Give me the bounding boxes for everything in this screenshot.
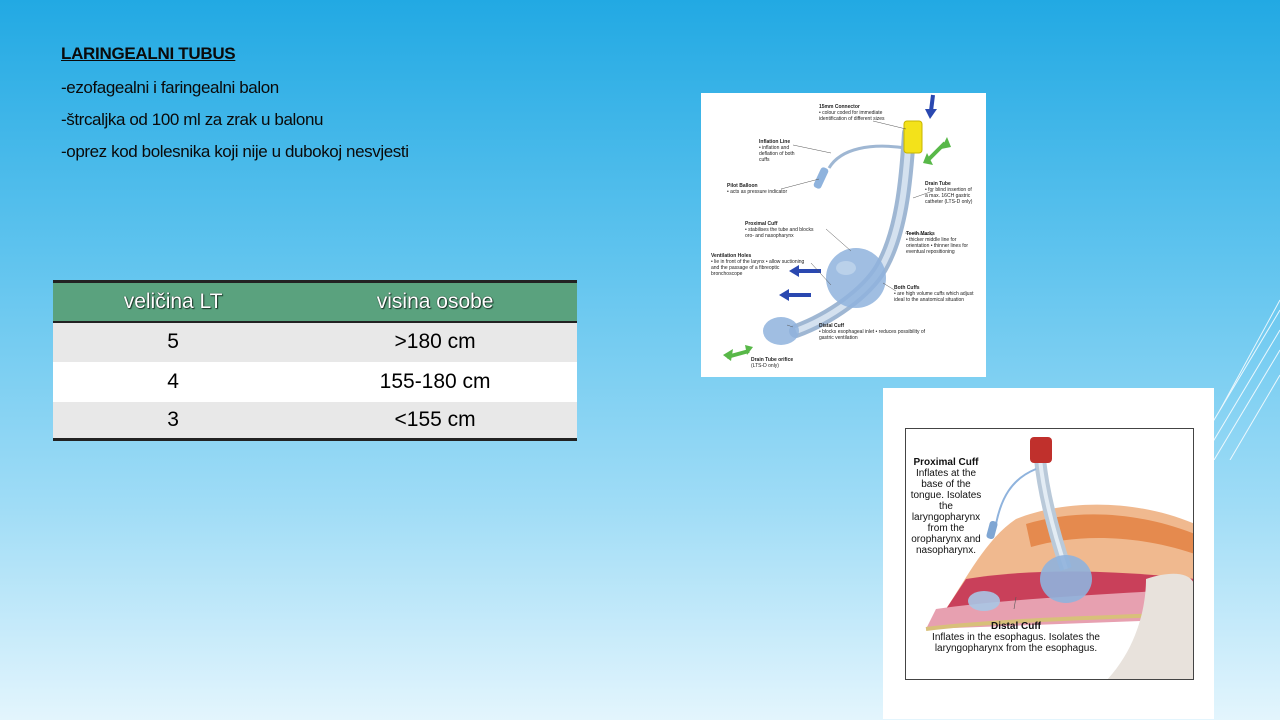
label-teeth-title: Teeth Marks: [906, 231, 935, 237]
label-inflation-text: • inflation and deflation of both cuffs: [759, 145, 795, 163]
bullet-3: -oprez kod bolesnika koji nije u dubokoj nesvjesti: [61, 142, 409, 161]
cell-height: 155-180 cm: [293, 362, 577, 402]
distal-cuff-title: Distal Cuff: [991, 621, 1041, 632]
label-orifice: [751, 357, 811, 369]
label-both-text: • are high volume cuffs which adjust ideal to the anatomical situation: [894, 291, 974, 303]
slide-title: LARINGEALNI TUBUS: [61, 44, 236, 63]
table-row: [53, 402, 577, 440]
label-drain: [925, 181, 973, 205]
label-teeth: [906, 231, 976, 255]
table-row: [53, 362, 577, 402]
label-connector-text: • colour coded for immediate identification of different sizes: [819, 110, 885, 122]
header-size: veličina LT: [53, 282, 293, 322]
label-ventilation-title: Ventilation Holes: [711, 253, 752, 259]
label-distal-title: Distal Cuff: [819, 323, 844, 329]
anatomy-diagram: [883, 388, 1214, 719]
laryngeal-tube-diagram: [701, 93, 986, 377]
cell-size: 4: [53, 362, 293, 402]
label-distal: [819, 323, 929, 341]
distal-cuff-caption: [914, 621, 1118, 654]
header-height: visina osobe: [293, 282, 577, 322]
label-connector-title: 15mm Connector: [819, 104, 860, 110]
label-distal-text: • blocks esophageal inlet • reduces possibility of gastric ventilation: [819, 329, 926, 341]
proximal-cuff-title: Proximal Cuff: [913, 457, 979, 468]
label-both-title: Both Cuffs: [894, 285, 920, 291]
label-pilot-title: Pilot Balloon: [727, 183, 758, 189]
label-both-cuffs: [894, 285, 976, 303]
label-drain-text: • for blind insertion of a max. 16CH gastric catheter (LTS-D only): [925, 187, 973, 205]
proximal-cuff-text: Inflates at the base of the tongue. Isolates the laryngopharynx from the oropharynx and nasopharynx.: [910, 468, 982, 556]
cell-size: 3: [53, 402, 293, 440]
bullet-1: -ezofagealni i faringealni balon: [61, 78, 279, 97]
size-table: [53, 280, 577, 441]
label-inflation-title: Inflation Line: [759, 139, 791, 145]
slide-text-block: [61, 44, 409, 174]
anatomy-frame: [905, 428, 1194, 680]
label-inflation: [759, 139, 805, 163]
label-pilot: [727, 183, 791, 195]
label-connector: [819, 104, 899, 122]
distal-cuff-text: Inflates in the esophagus. Isolates the laryngopharynx from the esophagus.: [932, 632, 1100, 654]
proximal-cuff-caption: [910, 457, 982, 556]
label-drain-title: Drain Tube: [925, 181, 951, 187]
label-proximal-text: • stabilises the tube and blocks oro- and nasopharynx: [745, 227, 814, 239]
cell-size: 5: [53, 322, 293, 362]
label-orifice-title: Drain Tube orifice: [751, 357, 794, 363]
table-header-row: [53, 282, 577, 322]
label-pilot-text: • acts as pressure indicator: [727, 189, 788, 195]
label-proximal: [745, 221, 823, 239]
table-row: [53, 322, 577, 362]
label-orifice-text: (LTS-D only): [751, 363, 779, 369]
label-teeth-text: • thicker middle line for orientation • thinner lines for eventual repositioning: [906, 237, 969, 255]
cell-height: >180 cm: [293, 322, 577, 362]
label-proximal-title: Proximal Cuff: [745, 221, 778, 227]
bullet-2: -štrcaljka od 100 ml za zrak u balonu: [61, 110, 324, 129]
cell-height: <155 cm: [293, 402, 577, 440]
label-ventilation-text: • lie in front of the larynx • allow suctioning and the passage of a fibreoptic bronchoscope: [711, 259, 805, 277]
label-ventilation: [711, 253, 807, 277]
